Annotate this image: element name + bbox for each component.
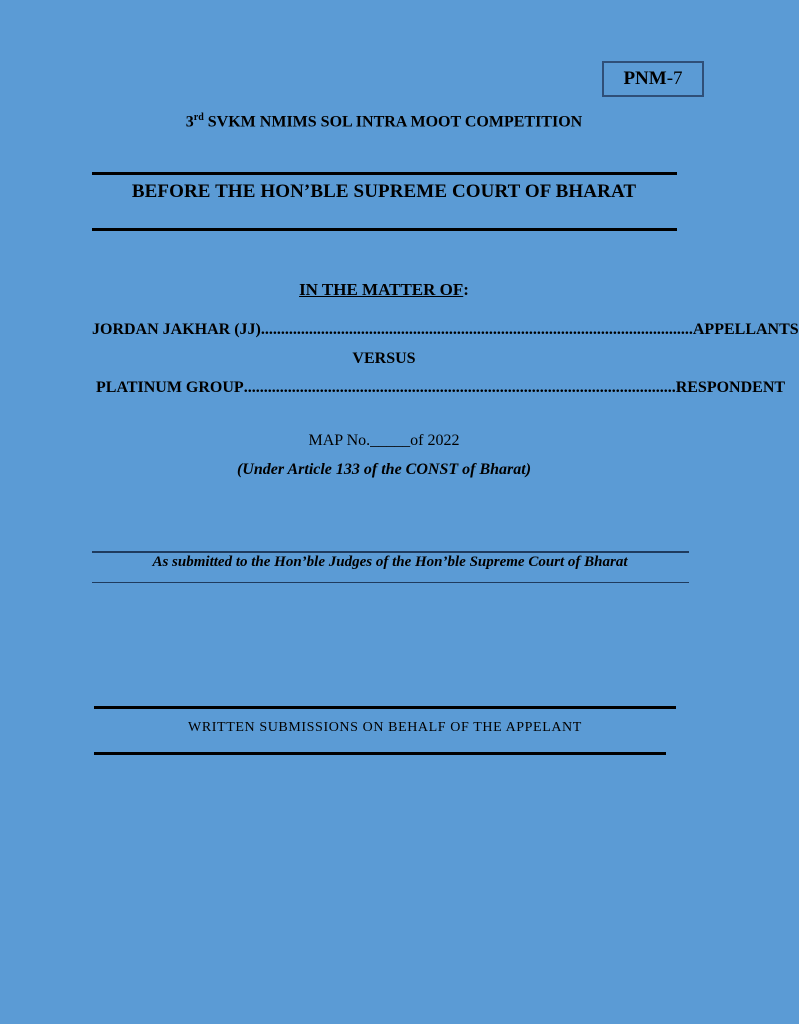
- appellant-line: [92, 321, 799, 339]
- appellant-leader-dots: ............................................................................................................: [260, 321, 693, 338]
- court-top-rule: [92, 172, 677, 175]
- matter-heading-text: IN THE MATTER OF: [299, 280, 464, 299]
- submitted-bottom-rule: [92, 582, 689, 583]
- article-reference: (Under Article 133 of the CONST of Bharat): [236, 461, 532, 478]
- appellant-name: JORDAN JAKHAR (JJ): [92, 321, 261, 338]
- submitted-top-rule: [92, 551, 689, 553]
- map-number: MAP No._____of 2022: [308, 432, 460, 449]
- competition-ordinal-number: 3: [185, 113, 194, 131]
- respondent-leader-dots: ............................................................................................................: [243, 379, 676, 396]
- written-top-rule: [94, 706, 676, 709]
- respondent-role: RESPONDENT: [675, 379, 786, 396]
- submitted-to-text: As submitted to the Hon’ble Judges of the Hon’ble Supreme Court of Bharat: [152, 554, 628, 570]
- team-code-box: [602, 61, 704, 97]
- competition-ordinal-suffix: rd: [193, 112, 204, 123]
- written-submissions-title: WRITTEN SUBMISSIONS ON BEHALF OF THE APPELANT: [188, 720, 582, 735]
- versus-label: VERSUS: [352, 350, 416, 367]
- court-bottom-rule: [92, 228, 677, 231]
- matter-heading-colon: :: [463, 280, 469, 299]
- respondent-line: [96, 379, 786, 397]
- competition-name: SVKM NMIMS SOL INTRA MOOT COMPETITION: [207, 113, 583, 131]
- matter-heading: [0, 280, 768, 300]
- appellant-role: APPELLANTS: [692, 321, 799, 338]
- team-code-suffix: -7: [666, 68, 683, 89]
- respondent-name: PLATINUM GROUP: [96, 379, 244, 396]
- competition-title: [0, 112, 768, 131]
- written-bottom-rule: [94, 752, 666, 755]
- team-code-prefix: PNM: [623, 68, 667, 89]
- court-title: BEFORE THE HON’BLE SUPREME COURT OF BHARAT: [131, 181, 637, 202]
